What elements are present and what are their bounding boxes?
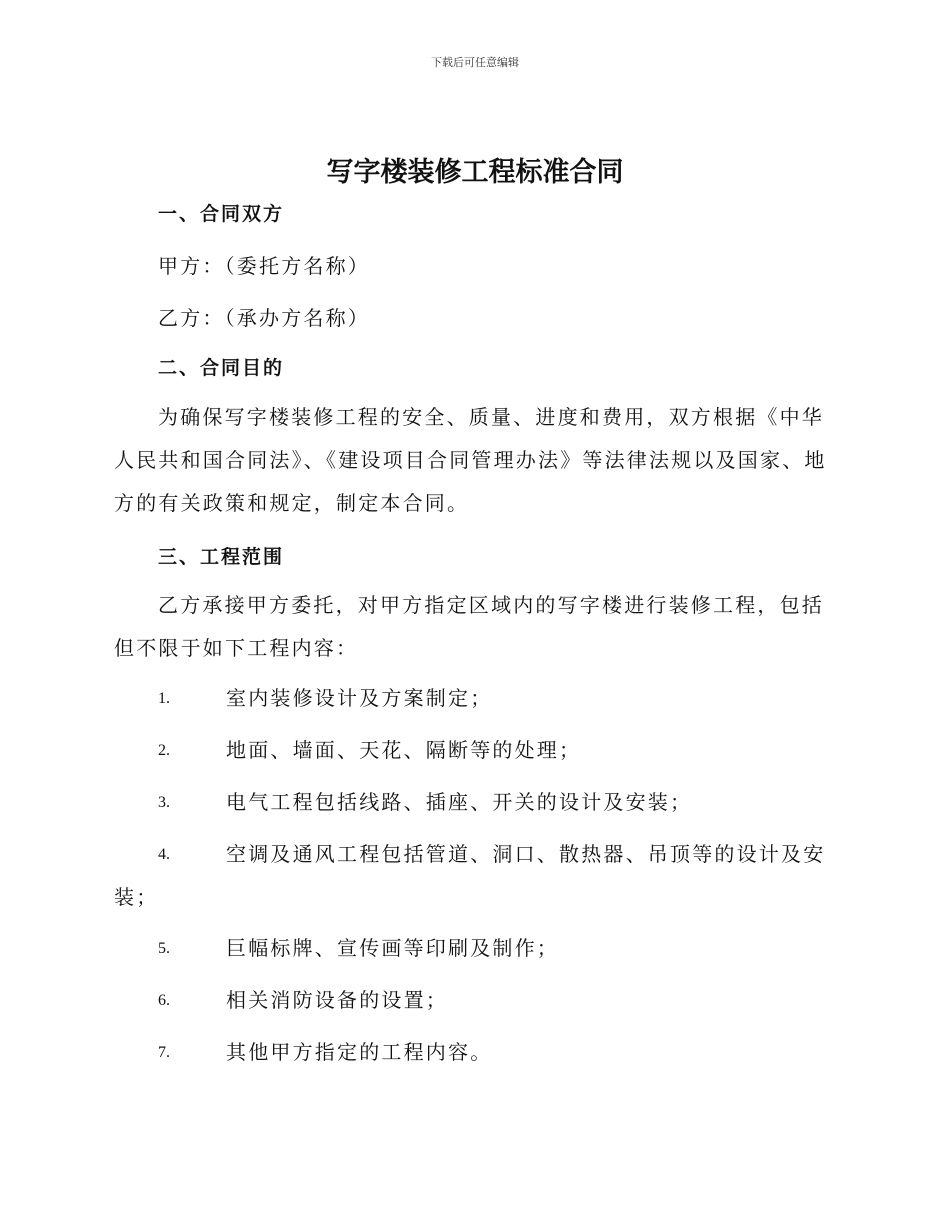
list-item-text: 室内装修设计及方案制定； [226, 686, 493, 710]
document-title: 写字楼装修工程标准合同 [326, 157, 624, 188]
list-item-number: 3. [158, 794, 170, 811]
list-item-text: 地面、墙面、天花、隔断等的处理； [226, 738, 582, 762]
scope-paragraph: 乙方承接甲方委托，对甲方指定区域内的写字楼进行装修工程，包括但不限于如下工程内容： [114, 593, 824, 660]
list-item [114, 677, 834, 720]
list-item [114, 979, 834, 1022]
purpose-paragraph: 为确保写字楼装修工程的安全、质量、进度和费用，双方根据《中华人民共和国合同法》、《建设项目合同管理办法》等法律法规以及国家、地方的有关政策和规定，制定本合同。 [114, 405, 827, 515]
list-item [114, 833, 834, 919]
list-item-number: 4. [158, 846, 170, 863]
list-item-number: 5. [158, 940, 170, 957]
party-b-line: 乙方：（承办方名称） [158, 306, 370, 330]
section-heading-parties: 一、合同双方 [158, 203, 285, 225]
list-item-number: 7. [158, 1044, 170, 1061]
party-a-line: 甲方：（委托方名称） [158, 254, 370, 278]
list-item [114, 781, 834, 824]
list-item-number: 2. [158, 742, 170, 759]
list-item-number: 6. [158, 992, 170, 1009]
list-item-text: 相关消防设备的设置； [226, 988, 448, 1012]
list-item [114, 729, 834, 772]
list-item-text: 巨幅标牌、宣传画等印刷及制作； [226, 936, 559, 960]
section-heading-scope: 三、工程范围 [158, 546, 285, 568]
list-item-text: 空调及通风工程包括管道、洞口、散热器、吊顶等的设计及安装； [114, 842, 826, 909]
page-header-note: 下载后可任意编辑 [431, 56, 519, 69]
list-item [114, 1031, 834, 1074]
list-item-number: 1. [158, 690, 170, 707]
list-item-text: 电气工程包括线路、插座、开关的设计及安装； [226, 790, 693, 814]
section-heading-purpose: 二、合同目的 [158, 357, 285, 379]
list-item-text: 其他甲方指定的工程内容。 [226, 1040, 493, 1064]
list-item [114, 927, 834, 970]
